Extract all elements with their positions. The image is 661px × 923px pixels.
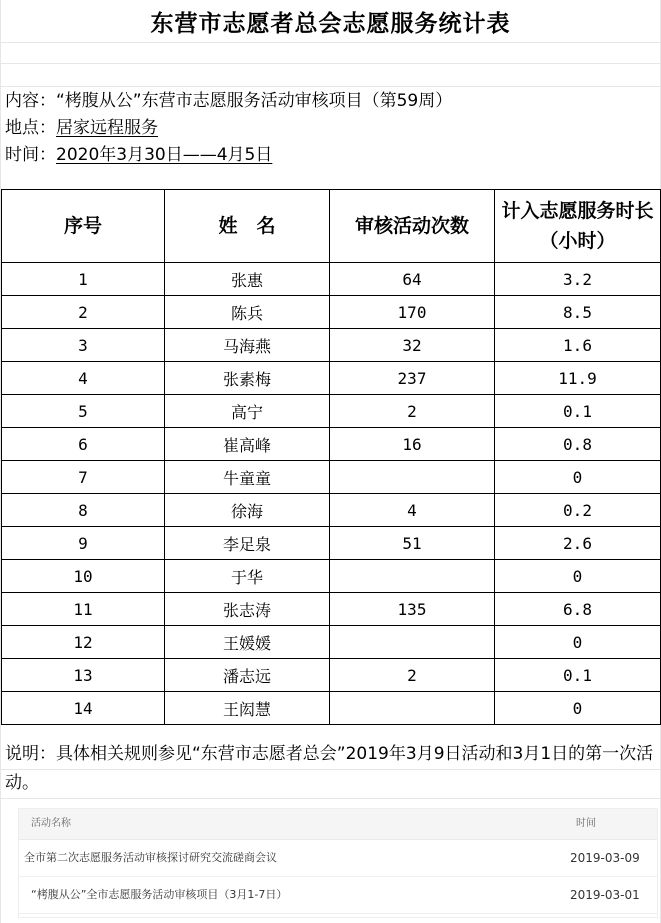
cell-no: 11 <box>2 593 165 626</box>
cell-no: 1 <box>2 263 165 296</box>
table-row <box>2 263 661 296</box>
table-row <box>2 692 661 725</box>
activity-name-header: 活动名称 <box>31 818 71 829</box>
cell-count <box>330 461 495 494</box>
cell-name: 王媛媛 <box>165 626 330 659</box>
cell-no: 10 <box>2 560 165 593</box>
cell-hours: 11.9 <box>495 362 661 395</box>
content-label: 内容： <box>5 91 56 111</box>
info-time-line <box>5 141 272 169</box>
cell-hours: 6.8 <box>495 593 661 626</box>
table-row <box>2 329 661 362</box>
cell-hours: 8.5 <box>495 296 661 329</box>
table-row <box>2 395 661 428</box>
table-row <box>2 527 661 560</box>
header-hours: 计入志愿服务时长（小时） <box>495 190 661 263</box>
cell-no: 5 <box>2 395 165 428</box>
cell-count: 135 <box>330 593 495 626</box>
cell-count <box>330 692 495 725</box>
cell-name: 潘志远 <box>165 659 330 692</box>
location-label: 地点： <box>5 118 56 138</box>
cell-count: 2 <box>330 659 495 692</box>
cell-hours: 0.8 <box>495 428 661 461</box>
cell-name: 李足泉 <box>165 527 330 560</box>
activity-list-item[interactable] <box>19 877 657 914</box>
time-value: 2020年3月30日——4月5日 <box>56 145 273 165</box>
cell-name: 崔高峰 <box>165 428 330 461</box>
cell-hours: 1.6 <box>495 329 661 362</box>
cell-hours: 0 <box>495 461 661 494</box>
cell-no: 13 <box>2 659 165 692</box>
footnote: 说明：具体相关规则参见“东营市志愿者总会”2019年3月9日活动和3月1日的第一次活动。 <box>5 744 654 793</box>
cell-hours: 0 <box>495 560 661 593</box>
activity-name[interactable]: “栲腹从公”全市志愿服务活动审核项目（3月1-7日） <box>31 888 288 901</box>
cell-no: 12 <box>2 626 165 659</box>
cell-hours: 0.1 <box>495 659 661 692</box>
cell-count: 32 <box>330 329 495 362</box>
cell-name: 徐海 <box>165 494 330 527</box>
cell-name: 于华 <box>165 560 330 593</box>
activity-list-header <box>19 809 657 840</box>
cell-hours: 0.2 <box>495 494 661 527</box>
cell-hours: 2.6 <box>495 527 661 560</box>
location-value: 居家远程服务 <box>56 118 158 138</box>
table-row <box>2 494 661 527</box>
activity-date: 2019-03-01 <box>570 888 640 902</box>
page-title: 东营市志愿者总会志愿服务统计表 <box>150 9 511 37</box>
cell-hours: 0.1 <box>495 395 661 428</box>
cell-no: 14 <box>2 692 165 725</box>
cell-no: 6 <box>2 428 165 461</box>
embedded-activity-list <box>18 808 658 918</box>
cell-no: 7 <box>2 461 165 494</box>
cell-count: 4 <box>330 494 495 527</box>
cell-hours: 3.2 <box>495 263 661 296</box>
table-row <box>2 593 661 626</box>
cell-count: 51 <box>330 527 495 560</box>
activity-date: 2019-03-09 <box>570 851 640 865</box>
info-location-line <box>5 114 158 142</box>
table-row <box>2 428 661 461</box>
cell-hours: 0 <box>495 626 661 659</box>
content-value: “栲腹从公”东营市志愿服务活动审核项目（第59周） <box>56 91 453 111</box>
cell-count <box>330 626 495 659</box>
gridline <box>0 42 661 43</box>
cell-name: 张志涛 <box>165 593 330 626</box>
cell-name: 马海燕 <box>165 329 330 362</box>
cell-no: 4 <box>2 362 165 395</box>
table-row <box>2 296 661 329</box>
activity-name[interactable]: 全市第二次志愿服务活动审核探讨研究交流磋商会议 <box>24 851 277 864</box>
cell-no: 9 <box>2 527 165 560</box>
cell-count <box>330 560 495 593</box>
cell-count: 170 <box>330 296 495 329</box>
table-row <box>2 461 661 494</box>
cell-no: 3 <box>2 329 165 362</box>
cell-name: 张惠 <box>165 263 330 296</box>
cell-name: 高宁 <box>165 395 330 428</box>
cell-count: 2 <box>330 395 495 428</box>
header-no: 序号 <box>2 190 165 263</box>
table-row <box>2 560 661 593</box>
activity-time-header: 时间 <box>576 818 596 829</box>
time-label: 时间： <box>5 145 56 165</box>
cell-no: 8 <box>2 494 165 527</box>
cell-no: 2 <box>2 296 165 329</box>
cell-name: 陈兵 <box>165 296 330 329</box>
info-content-line <box>5 87 452 115</box>
table-header-row <box>2 190 661 263</box>
gridline <box>0 63 661 64</box>
table-row <box>2 659 661 692</box>
stats-table <box>1 189 661 725</box>
cell-count: 16 <box>330 428 495 461</box>
activity-list-item[interactable] <box>19 840 657 877</box>
cell-name: 牛童童 <box>165 461 330 494</box>
cell-hours: 0 <box>495 692 661 725</box>
header-count: 审核活动次数 <box>330 190 495 263</box>
cell-count: 237 <box>330 362 495 395</box>
table-row <box>2 626 661 659</box>
table-row <box>2 362 661 395</box>
cell-name: 王闳慧 <box>165 692 330 725</box>
gridline <box>0 798 661 799</box>
cell-name: 张素梅 <box>165 362 330 395</box>
header-name: 姓 名 <box>165 190 330 263</box>
cell-count: 64 <box>330 263 495 296</box>
